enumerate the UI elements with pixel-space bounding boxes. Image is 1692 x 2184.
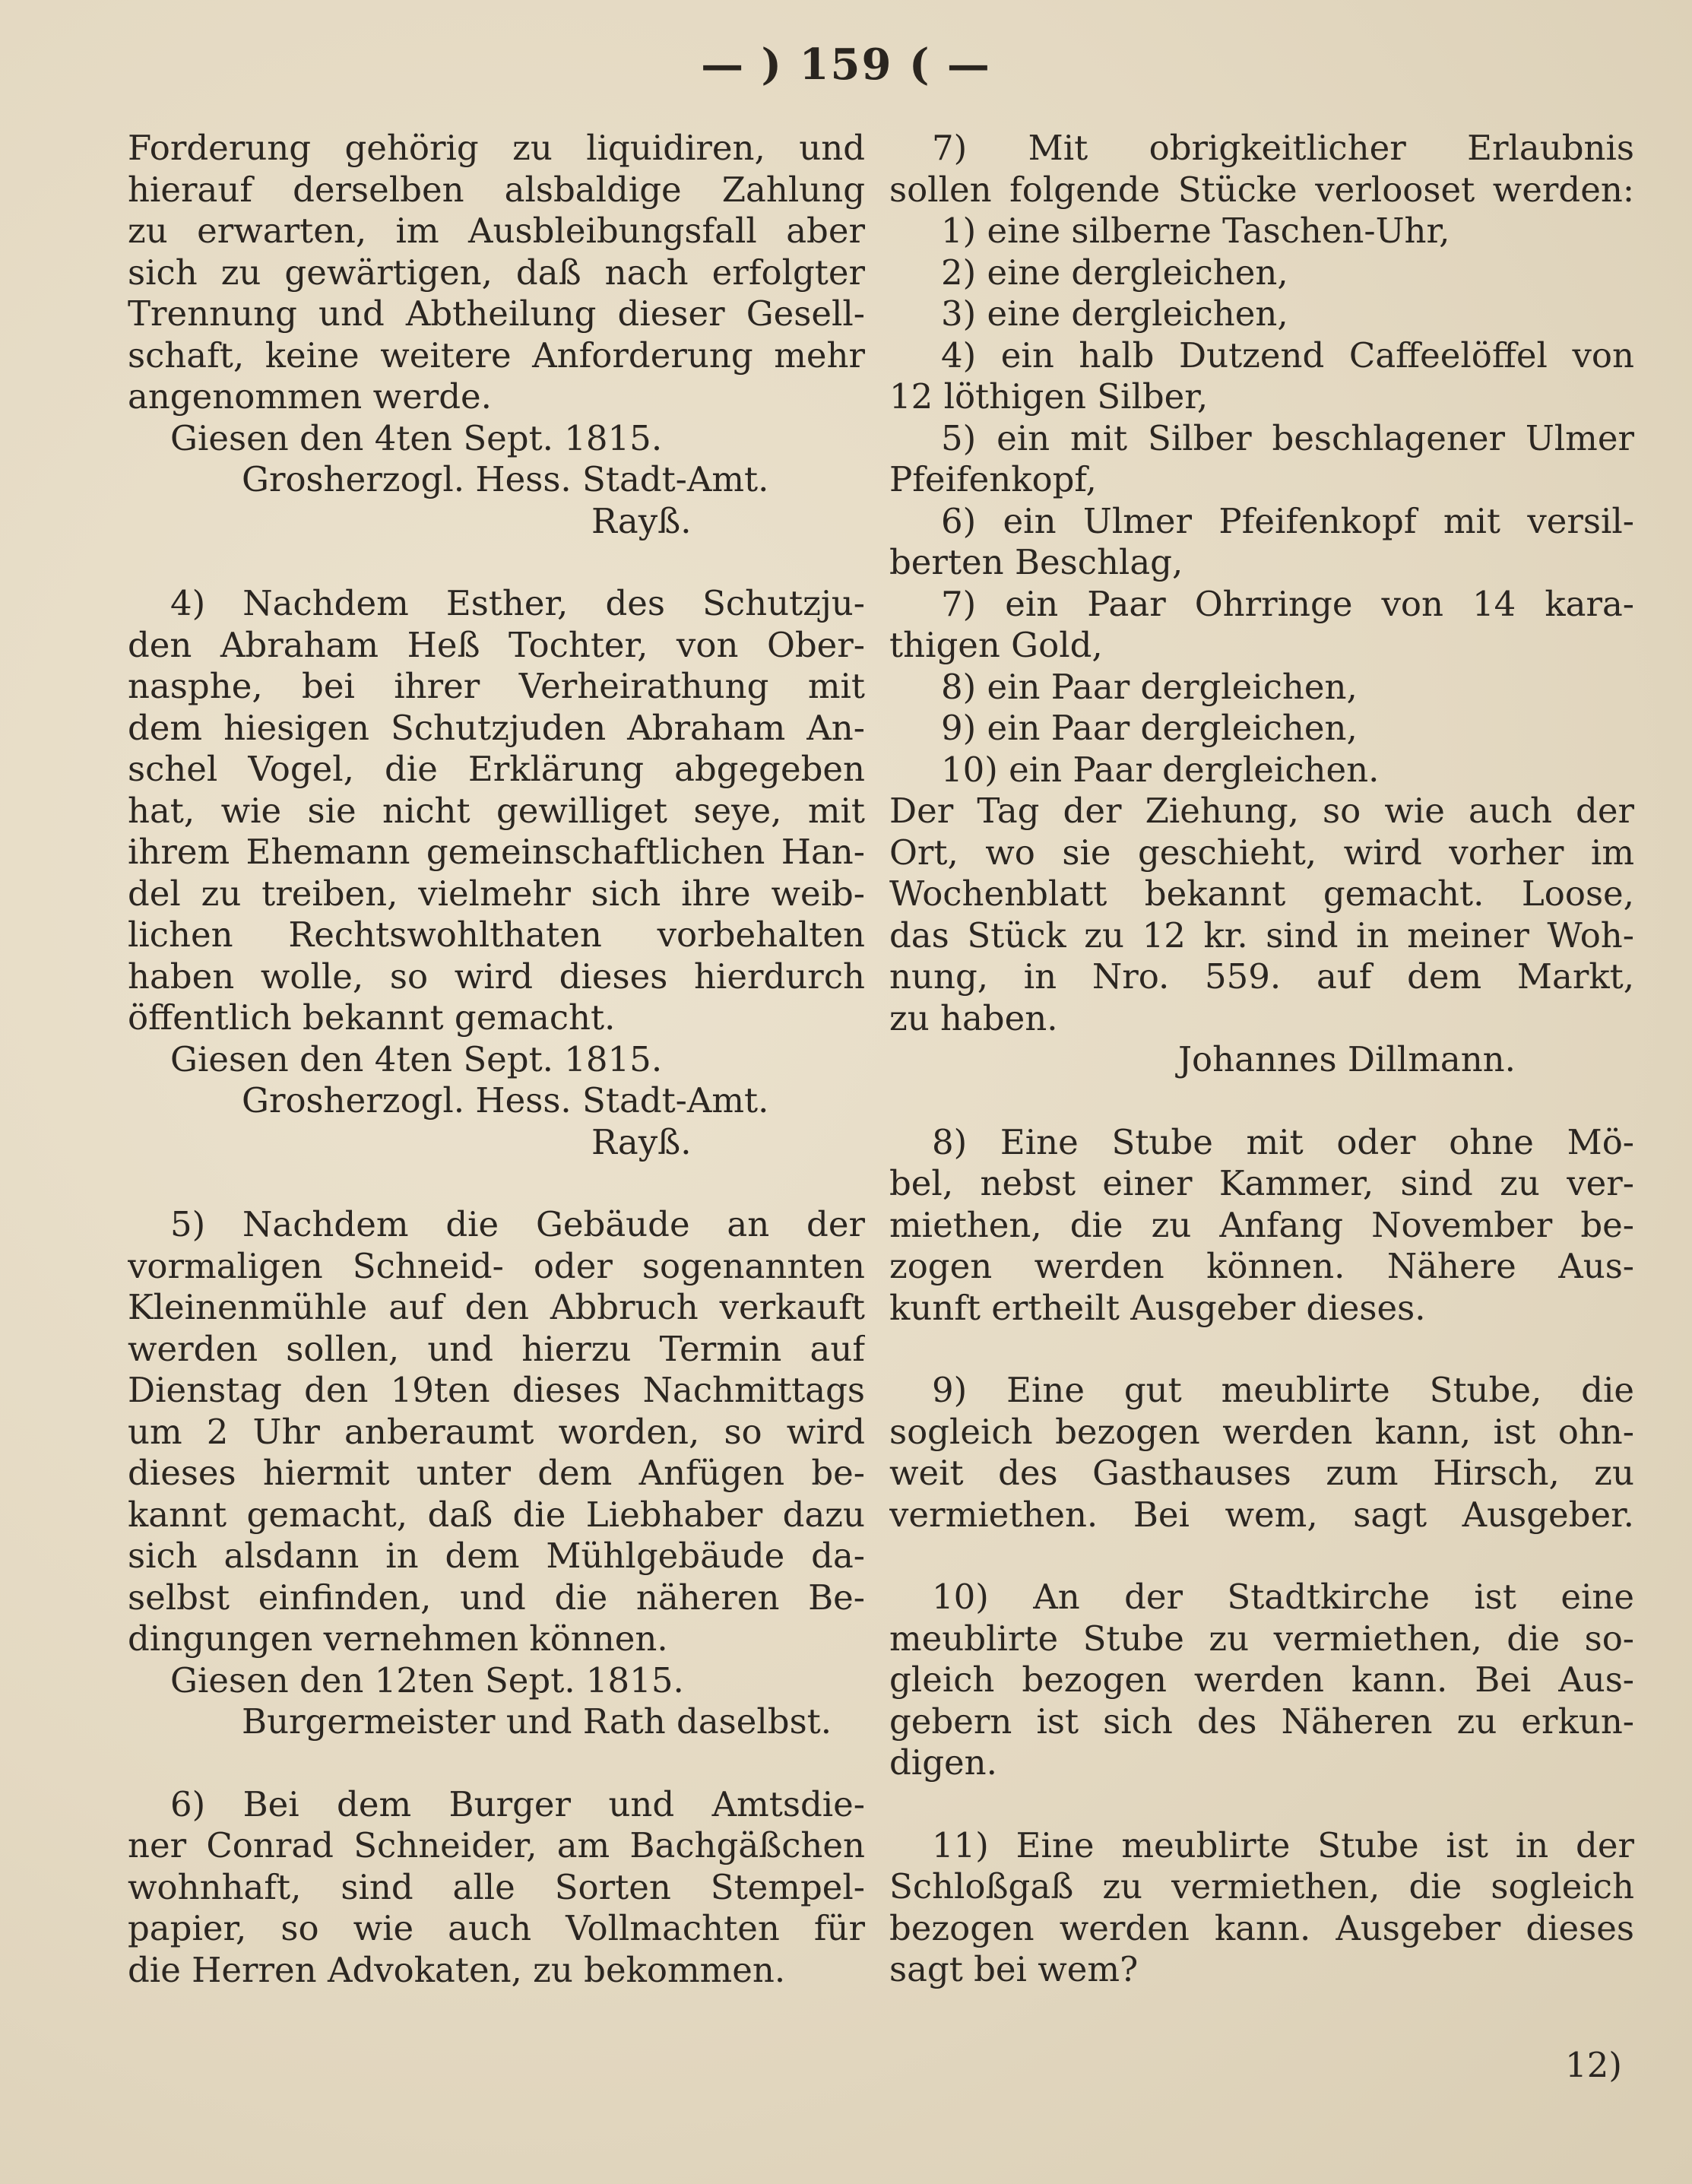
text-line: 2) eine dergleichen,: [941, 252, 1288, 293]
text-line: Der Tag der Ziehung, so wie auch der: [889, 791, 1634, 831]
text-line: 4) ein halb Dutzend Caffeelöffel von: [941, 334, 1634, 376]
text-line: 3) eine dergleichen,: [941, 293, 1288, 334]
text-line: thigen Gold,: [889, 625, 1103, 665]
text-line: ihrem Ehemann gemeinschaftlichen Han-: [128, 832, 865, 872]
text-line: hat, wie sie nicht gewilliget seye, mit: [128, 790, 865, 831]
text-line: lichen Rechtswohlthaten vorbehalten: [128, 914, 865, 955]
text-line: Trennung und Abtheilung dieser Gesell-: [128, 293, 865, 334]
paragraph-gap: [128, 1163, 865, 1204]
text-line: bel, nebst einer Kammer, sind zu ver-: [889, 1163, 1634, 1203]
text-line: 4) Nachdem Esther, des Schutzju-: [170, 583, 865, 623]
text-line: 6) Bei dem Burger und Amtsdie-: [170, 1783, 865, 1824]
text-line: sich alsdann in dem Mühlgebäude da-: [128, 1536, 865, 1576]
text-line: berten Beschlag,: [889, 542, 1183, 582]
paragraph-gap: [128, 1743, 865, 1784]
text-line: 9) Eine gut meublirte Stube, die: [932, 1370, 1634, 1410]
text-line: Grosherzogl. Hess. Stadt-Amt.: [242, 459, 769, 499]
text-line: 10) An der Stadtkirche ist eine: [932, 1577, 1634, 1617]
paragraph-gap: [889, 1536, 1634, 1577]
text-line: selbst einfinden, und die näheren Be-: [128, 1577, 865, 1618]
text-line: Schloßgaß zu vermiethen, die sogleich: [889, 1866, 1634, 1907]
text-line: 12 löthigen Silber,: [889, 376, 1209, 417]
text-line: haben wolle, so wird dieses hierdurch: [128, 956, 865, 997]
text-line: die Herren Advokaten, zu bekommen.: [128, 1949, 786, 1990]
right-column: [889, 128, 1634, 1991]
text-line: 11) Eine meublirte Stube ist in der: [932, 1824, 1634, 1865]
text-line: werden sollen, und hierzu Termin auf: [128, 1328, 865, 1369]
text-line: den Abraham Heß Tochter, von Ober-: [128, 624, 865, 665]
text-line: wohnhaft, sind alle Sorten Stempel-: [128, 1866, 865, 1907]
text-line: Burgermeister und Rath daselbst.: [242, 1701, 832, 1742]
text-line: papier, so wie auch Vollmachten für: [128, 1908, 865, 1948]
text-line: dingungen vernehmen können.: [128, 1618, 668, 1659]
text-line: digen.: [889, 1742, 997, 1783]
text-line: Rayß.: [591, 500, 692, 541]
text-line: dieses hiermit unter dem Anfügen be-: [128, 1453, 865, 1493]
text-line: Giesen den 4ten Sept. 1815.: [170, 1038, 663, 1079]
text-line: zu erwarten, im Ausbleibungsfall aber: [128, 211, 865, 251]
text-line: zu haben.: [889, 997, 1058, 1038]
text-line: 1) eine silberne Taschen-Uhr,: [941, 211, 1450, 251]
text-line: das Stück zu 12 kr. sind in meiner Woh-: [889, 914, 1634, 956]
text-line: öffentlich bekannt gemacht.: [128, 997, 616, 1038]
text-line: nung, in Nro. 559. auf dem Markt,: [889, 956, 1634, 997]
page-number-header: — ) 159 ( —: [701, 40, 991, 90]
text-line: vermiethen. Bei wem, sagt Ausgeber.: [889, 1494, 1634, 1535]
text-line: 5) Nachdem die Gebäude an der: [170, 1204, 865, 1244]
text-line: ner Conrad Schneider, am Bachgäßchen: [128, 1825, 865, 1865]
text-line: 8) ein Paar dergleichen,: [941, 666, 1358, 707]
text-line: Kleinenmühle auf den Abbruch verkauft: [128, 1287, 865, 1327]
text-line: sagt bei wem?: [889, 1949, 1139, 1989]
text-line: weit des Gasthauses zum Hirsch, zu: [889, 1453, 1634, 1493]
text-line: Forderung gehörig zu liquidiren, und: [128, 128, 865, 168]
text-line: 8) Eine Stube mit oder ohne Mö-: [932, 1121, 1634, 1162]
paragraph-gap: [889, 1081, 1634, 1122]
text-line: Dienstag den 19ten dieses Nachmittags: [128, 1370, 865, 1410]
text-line: schel Vogel, die Erklärung abgegeben: [128, 749, 865, 789]
text-line: hierauf derselben alsbaldige Zahlung: [128, 169, 865, 210]
text-line: Pfeifenkopf,: [889, 459, 1097, 499]
text-line: Rayß.: [591, 1121, 692, 1162]
text-line: Ort, wo sie geschieht, wird vorher im: [889, 832, 1634, 873]
text-line: nasphe, bei ihrer Verheirathung mit: [128, 666, 865, 706]
text-line: 6) ein Ulmer Pfeifenkopf mit versil-: [941, 500, 1634, 541]
catchword: 12): [1565, 2045, 1622, 2085]
text-line: dem hiesigen Schutzjuden Abraham An-: [128, 707, 865, 748]
text-line: Giesen den 4ten Sept. 1815.: [170, 417, 663, 458]
text-line: um 2 Uhr anberaumt worden, so wird: [128, 1411, 865, 1452]
text-line: sich zu gewärtigen, daß nach erfolgter: [128, 252, 865, 293]
text-line: gebern ist sich des Näheren zu erkun-: [889, 1701, 1634, 1742]
text-line: kannt gemacht, daß die Liebhaber dazu: [128, 1494, 865, 1535]
paragraph-gap: [889, 1329, 1634, 1370]
text-line: Grosherzogl. Hess. Stadt-Amt.: [242, 1080, 769, 1121]
text-line: del zu treiben, vielmehr sich ihre weib-: [128, 873, 865, 914]
text-line: 5) ein mit Silber beschlagener Ulmer: [941, 417, 1634, 458]
text-line: 9) ein Paar dergleichen,: [941, 708, 1358, 748]
text-line: schaft, keine weitere Anforderung mehr: [128, 334, 865, 376]
paragraph-gap: [128, 542, 865, 583]
text-line: 7) Mit obrigkeitlicher Erlaubnis: [932, 128, 1634, 168]
text-line: bezogen werden kann. Ausgeber dieses: [889, 1907, 1634, 1948]
text-line: zogen werden können. Nähere Aus-: [889, 1246, 1634, 1286]
text-line: 10) ein Paar dergleichen.: [941, 749, 1380, 790]
paragraph-gap: [889, 1784, 1634, 1825]
text-line: vormaligen Schneid- oder sogenannten: [128, 1245, 865, 1286]
text-line: sogleich bezogen werden kann, ist ohn-: [889, 1411, 1634, 1452]
text-line: Wochenblatt bekannt gemacht. Loose,: [889, 873, 1634, 914]
text-line: kunft ertheilt Ausgeber dieses.: [889, 1287, 1426, 1328]
text-line: miethen, die zu Anfang November be-: [889, 1204, 1634, 1245]
text-line: angenommen werde.: [128, 376, 492, 417]
text-line: gleich bezogen werden kann. Bei Aus-: [889, 1659, 1634, 1700]
text-line: Johannes Dillmann.: [1178, 1039, 1516, 1079]
text-line: meublirte Stube zu vermiethen, die so-: [889, 1618, 1634, 1659]
text-line: Giesen den 12ten Sept. 1815.: [170, 1659, 684, 1701]
left-column: [128, 128, 865, 1991]
text-line: 7) ein Paar Ohrringe von 14 kara-: [941, 583, 1634, 624]
text-line: sollen folgende Stücke verlooset werden:: [889, 169, 1634, 210]
